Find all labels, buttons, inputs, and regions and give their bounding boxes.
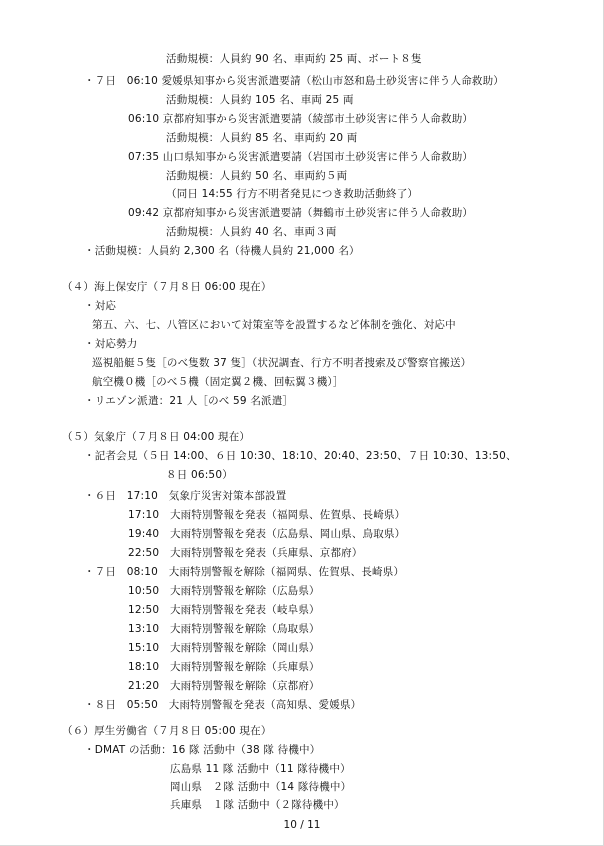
text-line: ８日 06:50） <box>166 469 233 481</box>
page-number: 10 / 11 <box>283 819 321 831</box>
text-line: 12:50 大雨特別警報を発表（岐阜県） <box>128 604 320 616</box>
text-line: 広島県 11 隊 活動中（11 隊待機中） <box>170 763 351 775</box>
text-line: 07:35 山口県知事から災害派遣要請（岩国市土砂災害に伴う人命救助） <box>128 151 474 163</box>
text-line: 活動規模：人員約 40 名、車両３両 <box>166 226 337 238</box>
text-line: 航空機０機［のべ５機（固定翼２機、回転翼３機）］ <box>92 376 344 388</box>
text-line: ・リエゾン派遣：21 人［のべ 59 名派遣］ <box>84 395 294 407</box>
text-line: 18:10 大雨特別警報を解除（兵庫県） <box>128 661 320 673</box>
text-line: 活動規模：人員約 85 名、車両約 20 両 <box>166 132 358 144</box>
text-line: 06:10 京都府知事から災害派遣要請（綾部市土砂災害に伴う人命救助） <box>128 113 474 125</box>
text-line: ・活動規模：人員約 2,300 名（待機人員約 21,000 名） <box>84 245 360 257</box>
text-line: 岡山県 ２隊 活動中（14 隊待機中） <box>170 781 352 793</box>
text-line: ・８日 05:50 大雨特別警報を発表（高知県、愛媛県） <box>84 699 362 711</box>
text-line: ・対応勢力 <box>84 338 138 350</box>
text-line: ・対応 <box>84 300 117 312</box>
text-line: 17:10 大雨特別警報を発表（福岡県、佐賀県、長崎県） <box>128 509 406 521</box>
section-heading: （４）海上保安庁（７月８日 06:00 現在） <box>62 281 272 293</box>
text-line: ・DMAT の活動：16 隊 活動中（38 隊 待機中） <box>84 744 321 756</box>
text-line: 13:10 大雨特別警報を解除（鳥取県） <box>128 623 320 635</box>
section-heading: （５）気象庁（７月８日 04:00 現在） <box>62 431 251 443</box>
text-line: 10:50 大雨特別警報を解除（広島県） <box>128 585 320 597</box>
text-line: 活動規模：人員約 50 名、車両約５両 <box>166 170 348 182</box>
text-line: （同日 14:55 行方不明者発見につき救助活動終了） <box>166 188 419 200</box>
section-heading: （６）厚生労働省（７月８日 05:00 現在） <box>62 725 272 737</box>
text-line: 09:42 京都府知事から災害派遣要請（舞鶴市土砂災害に伴う人命救助） <box>128 207 474 219</box>
text-line: 21:20 大雨特別警報を解除（京都府） <box>128 680 320 692</box>
text-line: 22:50 大雨特別警報を発表（兵庫県、京都府） <box>128 547 363 559</box>
text-line: ・記者会見（５日 14:00、６日 10:30、18:10、20:40、23:50、７日 10:30、13:50、 <box>84 450 517 462</box>
text-line: 巡視船艇５隻［のべ隻数 37 隻］（状況調査、行方不明者捜索及び警察官搬送） <box>92 357 472 369</box>
text-line: 第五、六、七、八管区において対策室等を設置するなど体制を強化、対応中 <box>92 319 456 331</box>
text-line: 活動規模：人員約 90 名、車両約 25 両、ボート８隻 <box>166 53 422 65</box>
text-line: ・７日 06:10 愛媛県知事から災害派遣要請（松山市怒和島土砂災害に伴う人命救助） <box>84 75 504 87</box>
text-line: 19:40 大雨特別警報を発表（広島県、岡山県、鳥取県） <box>128 528 406 540</box>
text-line: ・７日 08:10 大雨特別警報を解除（福岡県、佐賀県、長崎県） <box>84 566 405 578</box>
text-line: 兵庫県 １隊 活動中（２隊待機中） <box>170 799 345 811</box>
text-line: 活動規模：人員約 105 名、車両 25 両 <box>166 94 354 106</box>
text-line: 15:10 大雨特別警報を解除（岡山県） <box>128 642 320 654</box>
text-line: ・６日 17:10 気象庁災害対策本部設置 <box>84 490 287 502</box>
